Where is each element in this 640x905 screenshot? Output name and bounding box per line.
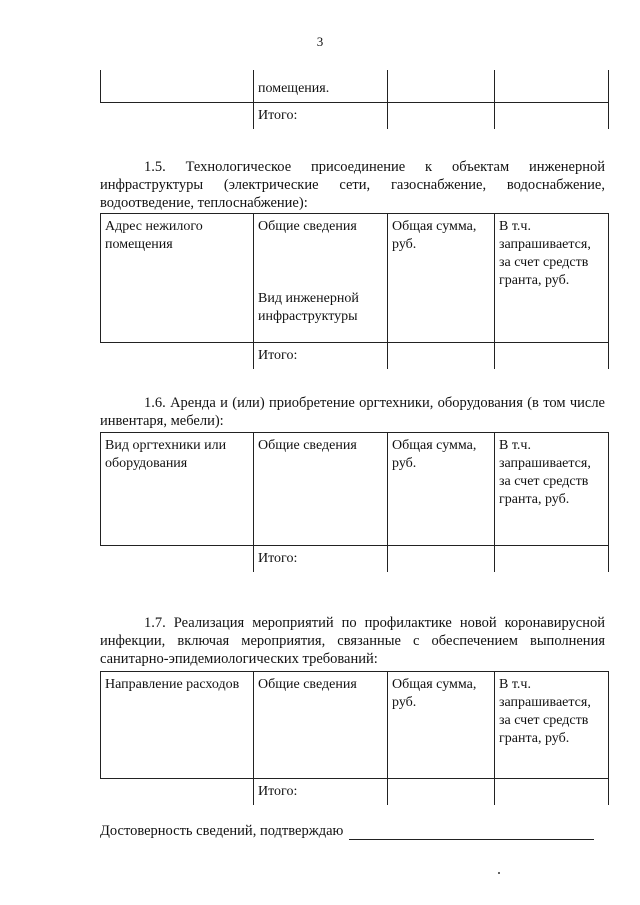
table-row bbox=[101, 214, 609, 343]
table-cell: В т.ч. запрашивается, за счет средств гранта, руб. bbox=[495, 214, 609, 343]
table-cell bbox=[495, 70, 609, 103]
table-cell bbox=[388, 70, 495, 103]
table-cell bbox=[254, 343, 388, 370]
table-cell: Общая сумма, руб. bbox=[388, 433, 495, 546]
total-label: Итого: bbox=[258, 108, 298, 123]
table-row bbox=[101, 672, 609, 779]
table-cell bbox=[254, 70, 388, 103]
table-cell bbox=[101, 70, 254, 103]
scan-speck bbox=[498, 872, 500, 874]
table-section-1-5 bbox=[100, 213, 609, 369]
cell-text: помещения. bbox=[258, 81, 330, 96]
table-cell bbox=[101, 343, 254, 370]
section-1-5-text: 1.5. Технологическое присоединение к объектам инженерной инфраструктуры (электрические сети, газоснабжение, водоснабжение, водоотведение, теплоснабжение): bbox=[100, 159, 605, 211]
table-cell bbox=[495, 103, 609, 130]
table-row bbox=[101, 433, 609, 546]
table-cell bbox=[254, 546, 388, 573]
table-cell: В т.ч. запрашивается, за счет средств гранта, руб. bbox=[495, 672, 609, 779]
section-1-7-text: 1.7. Реализация мероприятий по профилактике новой коронавирусной инфекции, включая мероприятия, связанные с обеспечением выполнения санитарно-эпидемиологических требований: bbox=[100, 615, 605, 667]
table-cell bbox=[495, 343, 609, 370]
table-section-1-7 bbox=[100, 671, 609, 805]
table-section-1-6 bbox=[100, 432, 609, 572]
table-cell bbox=[388, 103, 495, 130]
table-cell bbox=[388, 343, 495, 370]
total-label: Итого: bbox=[258, 551, 298, 566]
table-row bbox=[101, 103, 609, 130]
cell-text: Общие сведения bbox=[258, 219, 357, 234]
table-row bbox=[101, 546, 609, 573]
table-cell bbox=[388, 546, 495, 573]
certification-line bbox=[100, 823, 594, 840]
table-cell: Вид оргтехники или оборудования bbox=[101, 433, 254, 546]
table-row bbox=[101, 779, 609, 806]
table-cell: Общая сумма, руб. bbox=[388, 214, 495, 343]
section-1-6-text: 1.6. Аренда и (или) приобретение оргтехники, оборудования (в том числе инвентаря, мебели): bbox=[100, 395, 605, 429]
table-cell bbox=[101, 546, 254, 573]
table-cell bbox=[254, 779, 388, 806]
table-cell bbox=[254, 103, 388, 130]
cell-text: Вид инженерной инфраструктуры bbox=[258, 291, 359, 324]
table-cell bbox=[101, 103, 254, 130]
certification-text: Достоверность сведений, подтверждаю bbox=[100, 823, 344, 839]
table-cell bbox=[101, 779, 254, 806]
table-cell: Адрес нежилого помещения bbox=[101, 214, 254, 343]
page-number: 3 bbox=[316, 34, 324, 49]
table-cell: Общие сведения bbox=[254, 672, 388, 779]
table-row bbox=[101, 343, 609, 370]
total-label: Итого: bbox=[258, 784, 298, 799]
signature-line bbox=[349, 825, 594, 840]
table-row bbox=[101, 70, 609, 103]
table-cell: Направление расходов bbox=[101, 672, 254, 779]
table-continuation bbox=[100, 70, 609, 129]
table-cell bbox=[388, 779, 495, 806]
total-label: Итого: bbox=[258, 348, 298, 363]
table-cell: В т.ч. запрашивается, за счет средств гранта, руб. bbox=[495, 433, 609, 546]
table-cell bbox=[254, 214, 388, 343]
table-cell: Общие сведения bbox=[254, 433, 388, 546]
table-cell bbox=[495, 546, 609, 573]
table-cell bbox=[495, 779, 609, 806]
table-cell: Общая сумма, руб. bbox=[388, 672, 495, 779]
